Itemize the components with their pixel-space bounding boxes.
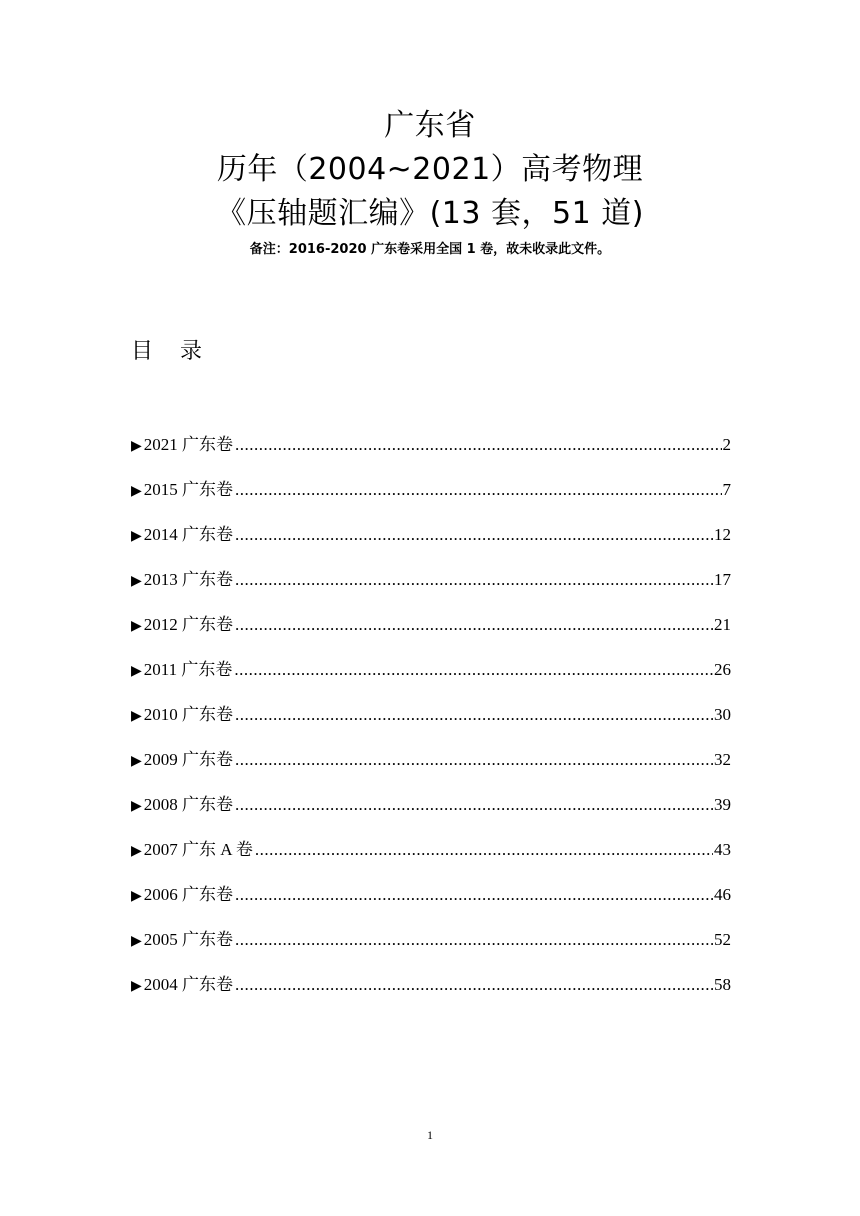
- toc-entry-page: 32: [714, 750, 731, 769]
- toc-list: [131, 430, 731, 1015]
- toc-entry[interactable]: [131, 475, 731, 520]
- toc-leader-dots: [235, 525, 713, 545]
- toc-entry-page: 7: [722, 480, 731, 499]
- toc-entry-label: 2011 广东卷: [143, 660, 233, 679]
- toc-entry-label: 2007 广东 A 卷: [143, 840, 253, 859]
- toc-entry-page: 39: [714, 795, 731, 814]
- toc-entry-label: 2009 广东卷: [143, 750, 234, 769]
- toc-entry[interactable]: [131, 745, 731, 790]
- toc-entry-page: 26: [714, 660, 731, 679]
- triangle-marker-icon: ▶: [131, 844, 142, 859]
- toc-entry[interactable]: [131, 880, 731, 925]
- triangle-marker-icon: ▶: [131, 889, 142, 904]
- toc-entry-page: 46: [714, 885, 731, 904]
- toc-leader-dots: [235, 975, 713, 995]
- triangle-marker-icon: ▶: [131, 574, 142, 589]
- toc-entry-label: 2005 广东卷: [143, 930, 234, 949]
- toc-entry[interactable]: [131, 430, 731, 475]
- toc-entry-label: 2013 广东卷: [143, 570, 234, 589]
- toc-entry[interactable]: [131, 520, 731, 565]
- toc-entry-page: 58: [714, 975, 731, 994]
- triangle-marker-icon: ▶: [131, 619, 142, 634]
- title-collection: 《压轴题汇编》(13 套，51 道): [216, 196, 644, 231]
- toc-entry-page: 17: [714, 570, 731, 589]
- toc-entry-page: 43: [714, 840, 731, 859]
- toc-entry[interactable]: [131, 610, 731, 655]
- toc-entry-page: 2: [722, 435, 731, 454]
- toc-entry-label: 2021 广东卷: [143, 435, 234, 454]
- toc-leader-dots: [235, 435, 721, 455]
- triangle-marker-icon: ▶: [131, 709, 142, 724]
- toc-entry-page: 52: [714, 930, 731, 949]
- toc-entry[interactable]: [131, 970, 731, 1015]
- title-province: 广东省: [384, 108, 476, 143]
- toc-entry[interactable]: [131, 835, 731, 880]
- triangle-marker-icon: ▶: [131, 529, 142, 544]
- triangle-marker-icon: ▶: [131, 484, 142, 499]
- toc-leader-dots: [234, 660, 713, 680]
- title-note: 备注：2016-2020 广东卷采用全国 1 卷，故未收录此文件。: [249, 242, 611, 257]
- toc-entry[interactable]: [131, 925, 731, 970]
- toc-entry-label: 2014 广东卷: [143, 525, 234, 544]
- toc-entry-label: 2006 广东卷: [143, 885, 234, 904]
- title-subject: 历年（2004~2021）高考物理: [216, 152, 644, 187]
- triangle-marker-icon: ▶: [131, 799, 142, 814]
- toc-entry-label: 2010 广东卷: [143, 705, 234, 724]
- toc-leader-dots: [255, 840, 713, 860]
- document-title-block: [0, 104, 860, 260]
- triangle-marker-icon: ▶: [131, 979, 142, 994]
- toc-leader-dots: [235, 885, 713, 905]
- triangle-marker-icon: ▶: [131, 664, 142, 679]
- toc-leader-dots: [235, 615, 713, 635]
- toc-entry-label: 2008 广东卷: [143, 795, 234, 814]
- triangle-marker-icon: ▶: [131, 934, 142, 949]
- toc-leader-dots: [235, 705, 713, 725]
- toc-leader-dots: [235, 750, 713, 770]
- toc-entry-page: 12: [714, 525, 731, 544]
- toc-entry-page: 21: [714, 615, 731, 634]
- triangle-marker-icon: ▶: [131, 754, 142, 769]
- toc-entry-label: 2012 广东卷: [143, 615, 234, 634]
- toc-entry[interactable]: [131, 700, 731, 745]
- toc-leader-dots: [235, 930, 713, 950]
- toc-entry[interactable]: [131, 790, 731, 835]
- toc-entry-label: 2015 广东卷: [143, 480, 234, 499]
- toc-leader-dots: [235, 570, 713, 590]
- toc-entry[interactable]: [131, 655, 731, 700]
- toc-leader-dots: [235, 480, 721, 500]
- toc-leader-dots: [235, 795, 713, 815]
- toc-heading: 目 录: [131, 339, 212, 364]
- toc-entry[interactable]: [131, 565, 731, 610]
- toc-entry-page: 30: [714, 705, 731, 724]
- toc-entry-label: 2004 广东卷: [143, 975, 234, 994]
- page-number: 1: [427, 1128, 433, 1142]
- triangle-marker-icon: ▶: [131, 439, 142, 454]
